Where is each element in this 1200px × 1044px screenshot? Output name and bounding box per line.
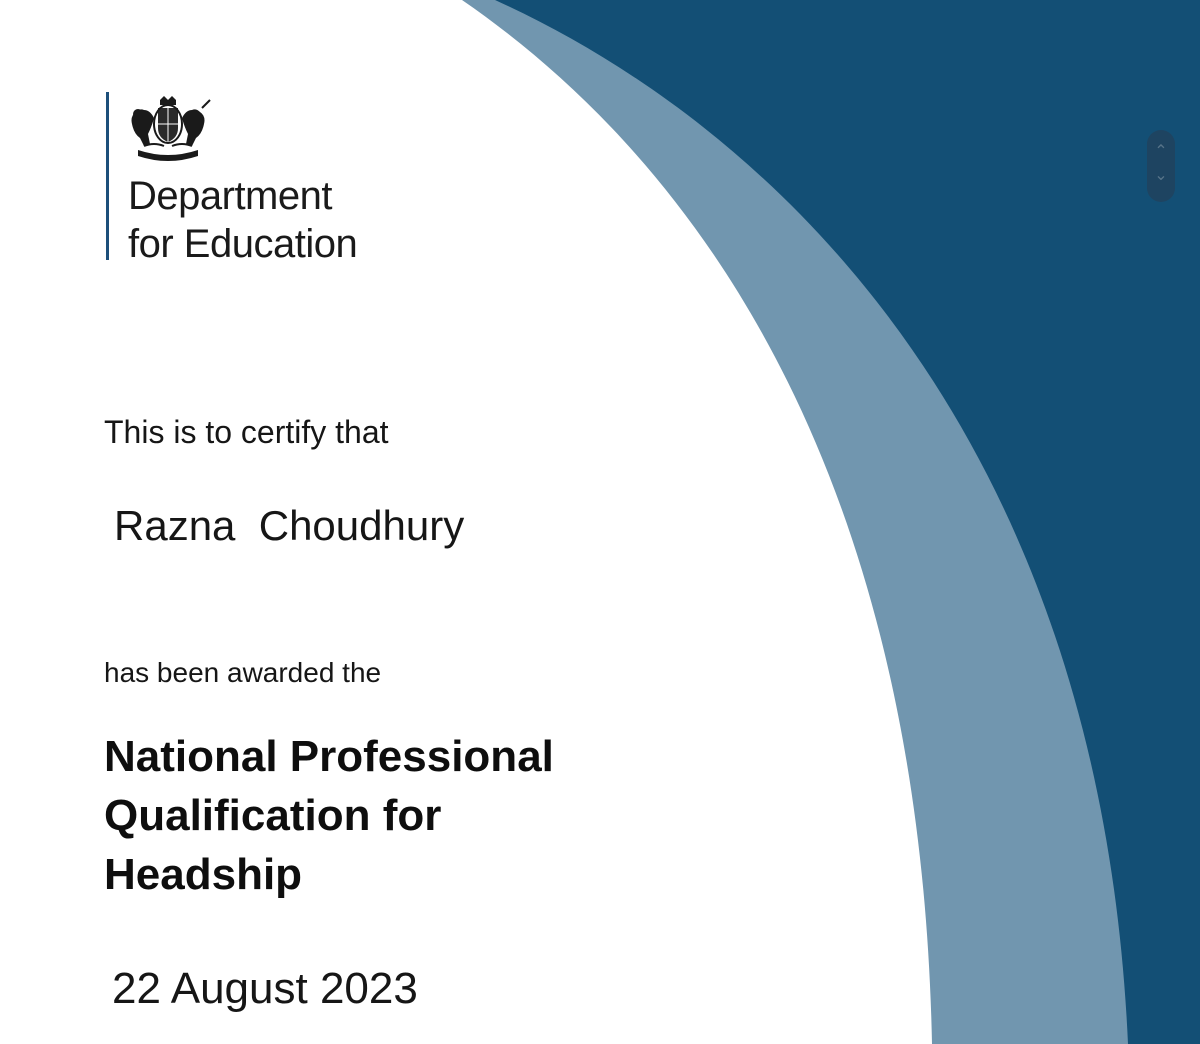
awarded-text: has been awarded the <box>104 657 382 688</box>
royal-coat-of-arms-icon <box>124 94 212 164</box>
department-name-line2: for Education <box>128 222 358 266</box>
qualification-title-line3: Headship <box>104 850 303 899</box>
logo-divider <box>106 92 109 260</box>
qualification-title-line1: National Professional <box>104 732 554 781</box>
certify-intro: This is to certify that <box>104 414 389 450</box>
chevron-up-icon[interactable]: ⌃ <box>1154 143 1168 160</box>
chevron-down-icon[interactable]: ⌄ <box>1154 167 1168 184</box>
department-name-line1: Department <box>128 174 332 218</box>
qualification-title-line2: Qualification for <box>104 791 442 840</box>
page-scroll-control[interactable] <box>1147 130 1175 202</box>
award-date: 22 August 2023 <box>112 964 418 1013</box>
recipient-name: Razna Choudhury <box>114 502 465 549</box>
